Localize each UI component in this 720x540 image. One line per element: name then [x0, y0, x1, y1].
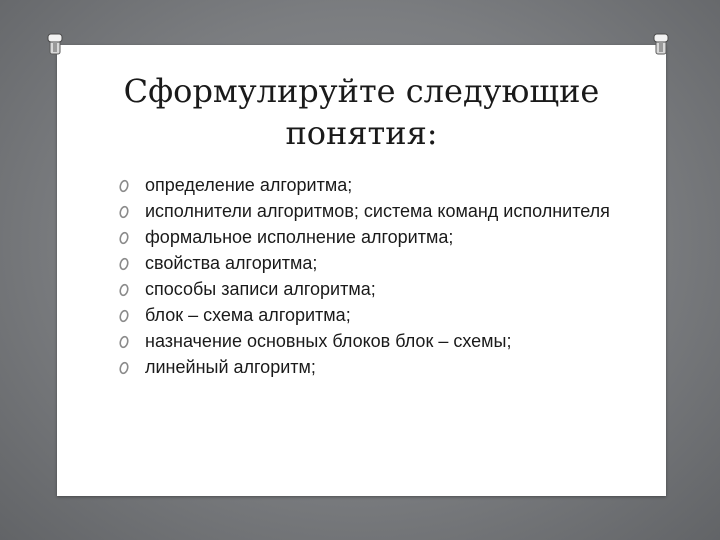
bullet-text: формальное исполнение алгоритма; — [145, 227, 454, 247]
o-bullet-icon — [118, 257, 130, 271]
o-bullet-icon — [118, 361, 130, 375]
pushpin-icon-right — [653, 32, 669, 56]
slide-title-line-2: понятия: — [285, 114, 438, 152]
pushpin-icon-left — [47, 32, 63, 56]
bullet-item — [118, 172, 638, 198]
bullet-item — [118, 250, 638, 276]
o-bullet-icon — [118, 205, 130, 219]
slide-title — [57, 70, 666, 154]
o-bullet-icon — [118, 179, 130, 193]
bullet-item — [118, 224, 638, 250]
bullet-item — [118, 302, 638, 328]
o-bullet-icon — [118, 231, 130, 245]
o-bullet-icon — [118, 283, 130, 297]
bullet-item — [118, 276, 638, 302]
bullet-text: блок – схема алгоритма; — [145, 305, 351, 325]
bullet-list — [118, 172, 638, 380]
bullet-text: назначение основных блоков блок – схемы; — [145, 331, 512, 351]
bullet-text: исполнители алгоритмов; система команд исполнителя — [145, 201, 610, 221]
bullet-text: определение алгоритма; — [145, 175, 353, 195]
bullet-text: способы записи алгоритма; — [145, 279, 376, 299]
bullet-text: линейный алгоритм; — [145, 357, 316, 377]
bullet-item — [118, 354, 638, 380]
bullet-item — [118, 198, 638, 224]
o-bullet-icon — [118, 335, 130, 349]
bullet-item — [118, 328, 638, 354]
bullet-text: свойства алгоритма; — [145, 253, 318, 273]
o-bullet-icon — [118, 309, 130, 323]
slide-title-line-1: Сформулируйте следующие — [123, 72, 600, 110]
